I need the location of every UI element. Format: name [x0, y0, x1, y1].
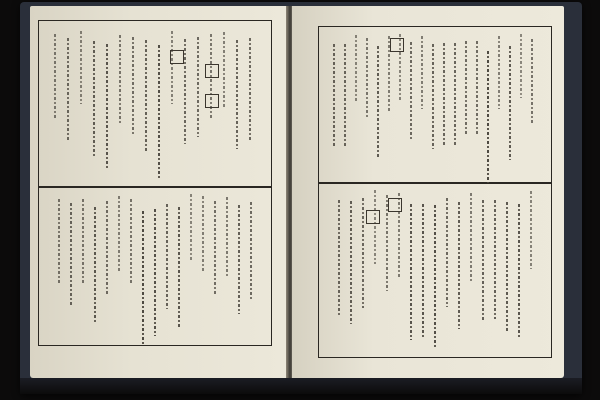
- text-column: [443, 43, 445, 145]
- text-column: [106, 44, 108, 170]
- text-column: [432, 44, 434, 149]
- text-column: [190, 194, 192, 260]
- text-column: [214, 201, 216, 294]
- text-column: [250, 202, 252, 299]
- text-column: [238, 205, 240, 314]
- text-column: [178, 207, 180, 327]
- text-column: [142, 211, 144, 346]
- text-column: [94, 207, 96, 324]
- text-column: [223, 32, 225, 108]
- text-column: [58, 199, 60, 285]
- text-column: [421, 36, 423, 109]
- text-column: [434, 205, 436, 347]
- text-column: [158, 45, 160, 178]
- text-column: [377, 46, 379, 159]
- text-column: [344, 44, 346, 147]
- text-column: [350, 201, 352, 324]
- right-page-box-mark: [366, 210, 380, 224]
- right-page-box-mark: [388, 198, 402, 212]
- text-column: [82, 199, 84, 285]
- text-column: [410, 42, 412, 140]
- left-page: [30, 6, 288, 378]
- text-column: [93, 41, 95, 157]
- text-column: [132, 37, 134, 135]
- text-column: [422, 204, 424, 339]
- text-column: [236, 40, 238, 149]
- right-page: [292, 6, 564, 378]
- text-column: [202, 196, 204, 271]
- right-page-bottom-text: [328, 190, 542, 350]
- cover-edge-shadow: [20, 378, 582, 394]
- right-page-top-text: [328, 34, 542, 176]
- text-column: [498, 36, 500, 109]
- left-page-top-text: [48, 30, 262, 180]
- text-column: [366, 38, 368, 119]
- text-column: [145, 40, 147, 151]
- text-column: [374, 190, 376, 264]
- text-column: [226, 197, 228, 276]
- text-column: [518, 204, 520, 339]
- text-column: [410, 204, 412, 340]
- text-column: [249, 38, 251, 142]
- left-page-box-mark: [205, 94, 219, 108]
- text-column: [80, 31, 82, 104]
- text-column: [119, 35, 121, 123]
- text-column: [67, 38, 69, 142]
- text-column: [446, 198, 448, 307]
- text-column: [130, 199, 132, 284]
- right-page-box-mark: [390, 38, 404, 52]
- text-column: [355, 35, 357, 102]
- text-column: [458, 202, 460, 329]
- text-column: [476, 41, 478, 134]
- left-page-divider: [38, 186, 272, 188]
- left-page-bottom-text: [48, 194, 262, 338]
- text-column: [154, 209, 156, 336]
- text-column: [338, 200, 340, 316]
- text-column: [531, 39, 533, 125]
- text-column: [171, 31, 173, 104]
- text-column: [530, 191, 532, 269]
- text-column: [506, 202, 508, 331]
- left-page-box-mark: [170, 50, 184, 64]
- text-column: [482, 200, 484, 320]
- text-column: [454, 43, 456, 145]
- text-column: [470, 193, 472, 281]
- text-column: [54, 34, 56, 119]
- text-column: [166, 204, 168, 309]
- text-column: [520, 34, 522, 98]
- text-column: [487, 51, 489, 183]
- text-column: [106, 201, 108, 296]
- text-column: [118, 196, 120, 271]
- text-column: [333, 44, 335, 148]
- text-column: [494, 200, 496, 319]
- text-column: [509, 46, 511, 160]
- text-column: [362, 198, 364, 308]
- text-column: [197, 37, 199, 137]
- right-page-divider: [318, 182, 552, 184]
- text-column: [70, 203, 72, 306]
- left-page-box-mark: [205, 64, 219, 78]
- text-column: [465, 41, 467, 134]
- text-column: [184, 39, 186, 144]
